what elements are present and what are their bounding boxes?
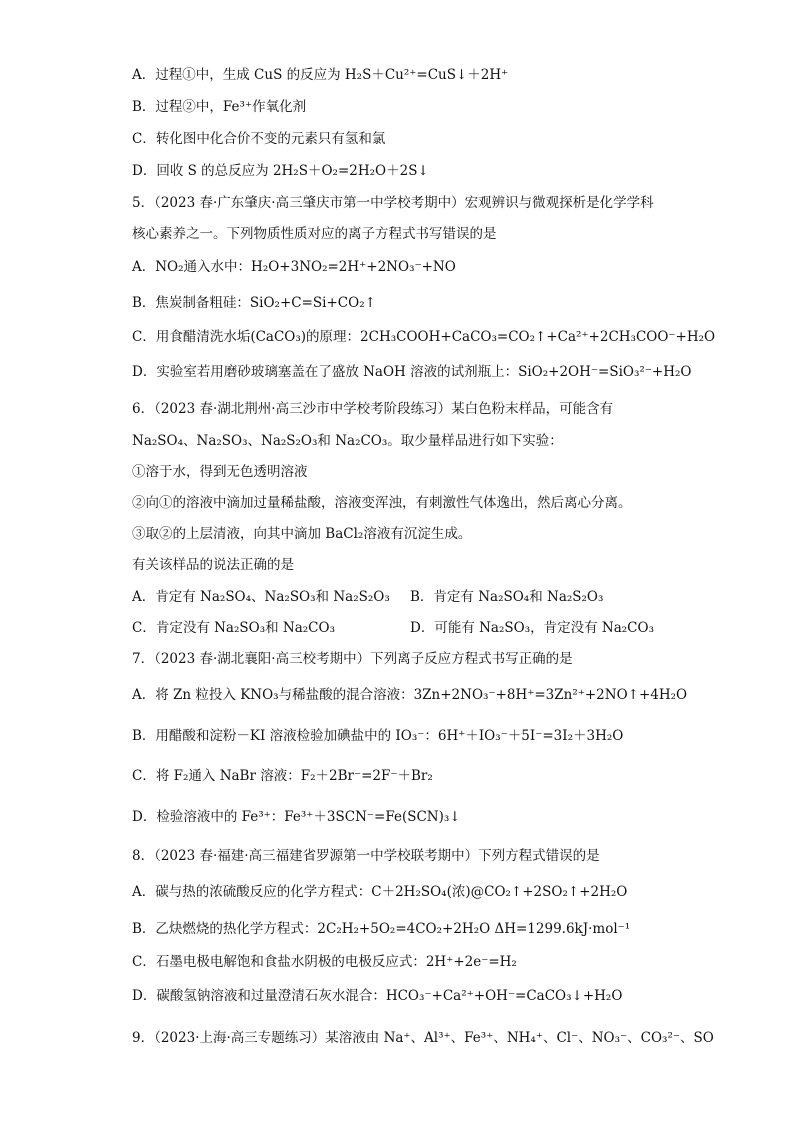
question-7-stem: 7．（2023 春·湖北襄阳·高三校考期中）下列离子反应方程式书写正确的是 xyxy=(132,651,573,667)
question-6-step-1: ①溶于水，得到无色透明溶液 xyxy=(132,464,308,480)
line-c-valence: C．转化图中化合价不变的元素只有氢和氯 xyxy=(132,131,386,147)
question-6-prompt: 有关该样品的说法正确的是 xyxy=(132,557,294,573)
question-7-option-a: A．将 Zn 粒投入 KNO₃与稀盐酸的混合溶液：3Zn+2NO₃⁻+8H⁺=3Zn²⁺+2NO↑+4H₂O xyxy=(132,687,688,703)
line-b-process2: B．过程②中，Fe³⁺作氧化剂 xyxy=(132,99,307,115)
question-6-stem-cont: Na₂SO₄、Na₂SO₃、Na₂S₂O₃和 Na₂CO₃。取少量样品进行如下实验： xyxy=(132,433,563,449)
question-6-option-b: B．肯定有 Na₂SO₄和 Na₂S₂O₃ xyxy=(410,589,604,605)
question-5-option-a: A．NO₂通入水中：H₂O+3NO₂=2H⁺+2NO₃⁻+NO xyxy=(132,259,456,275)
question-5-option-b: B．焦炭制备粗硅：SiO₂+C=Si+CO₂↑ xyxy=(132,295,376,311)
question-6-stem: 6．（2023 春·湖北荆州·高三沙市中学校考阶段练习）某白色粉末样品，可能含有 xyxy=(132,401,614,417)
question-7-option-c: C．将 F₂通入 NaBr 溶液：F₂＋2Br⁻=2F⁻＋Br₂ xyxy=(132,768,433,784)
question-6-option-a: A．肯定有 Na₂SO₄、Na₂SO₃和 Na₂S₂O₃ xyxy=(132,589,390,605)
line-d-recover-s: D．回收 S 的总反应为 2H₂S＋O₂=2H₂O＋2S↓ xyxy=(132,163,429,179)
question-6-step-3: ③取②的上层清液，向其中滴加 BaCl₂溶液有沉淀生成。 xyxy=(132,526,472,542)
question-6-step-2: ②向①的溶液中滴加过量稀盐酸，溶液变浑浊，有刺激性气体逸出，然后离心分离。 xyxy=(132,495,632,511)
question-5-stem: 5．（2023 春·广东肇庆·高三肇庆市第一中学校考期中）宏观辨识与微观探析是化学学科 xyxy=(132,195,654,211)
question-8-option-a: A．碳与热的浓硫酸反应的化学方程式：C＋2H₂SO₄(浓)@CO₂↑+2SO₂↑+2H₂O xyxy=(132,884,628,900)
question-8-option-b: B．乙炔燃烧的热化学方程式：2C₂H₂+5O₂=4CO₂+2H₂O ΔH=1299.6kJ·mol⁻¹ xyxy=(132,921,631,937)
question-8-option-d: D．碳酸氢钠溶液和过量澄清石灰水混合：HCO₃⁻+Ca²⁺+OH⁻=CaCO₃↓+H₂O xyxy=(132,988,623,1004)
question-5-option-d: D．实验室若用磨砂玻璃塞盖在了盛放 NaOH 溶液的试剂瓶上：SiO₂+2OH⁻=SiO₃²⁻+H₂O xyxy=(132,364,692,380)
question-9-stem: 9．（2023·上海·高三专题练习）某溶液由 Na⁺、Al³⁺、Fe³⁺、NH₄⁺、Cl⁻、NO₃⁻、CO₃²⁻、SO xyxy=(132,1030,714,1046)
question-5-stem-cont: 核心素养之一。下列物质性质对应的离子方程式书写错误的是 xyxy=(132,226,497,242)
question-6-option-c: C．肯定没有 Na₂SO₃和 Na₂CO₃ xyxy=(132,620,335,636)
question-7-option-d: D．检验溶液中的 Fe³⁺：Fe³⁺＋3SCN⁻=Fe(SCN)₃↓ xyxy=(132,809,461,825)
question-8-stem: 8．（2023 春·福建·高三福建省罗源第一中学校联考期中）下列方程式错误的是 xyxy=(132,848,600,864)
question-7-option-b: B．用醋酸和淀粉－KI 溶液检验加碘盐中的 IO₃⁻：6H⁺＋IO₃⁻＋5I⁻=3I₂＋3H₂O xyxy=(132,728,624,744)
line-a-process1: A．过程①中，生成 CuS 的反应为 H₂S＋Cu²⁺=CuS↓＋2H⁺ xyxy=(132,67,509,83)
question-8-option-c: C．石墨电极电解饱和食盐水阴极的电极反应式：2H⁺+2e⁻=H₂ xyxy=(132,954,517,970)
question-5-option-c: C．用食醋清洗水垢(CaCO₃)的原理：2CH₃COOH+CaCO₃=CO₂↑+Ca²⁺+2CH₃COO⁻+H₂O xyxy=(132,329,716,345)
question-6-option-d: D．可能有 Na₂SO₃，肯定没有 Na₂CO₃ xyxy=(410,620,654,636)
